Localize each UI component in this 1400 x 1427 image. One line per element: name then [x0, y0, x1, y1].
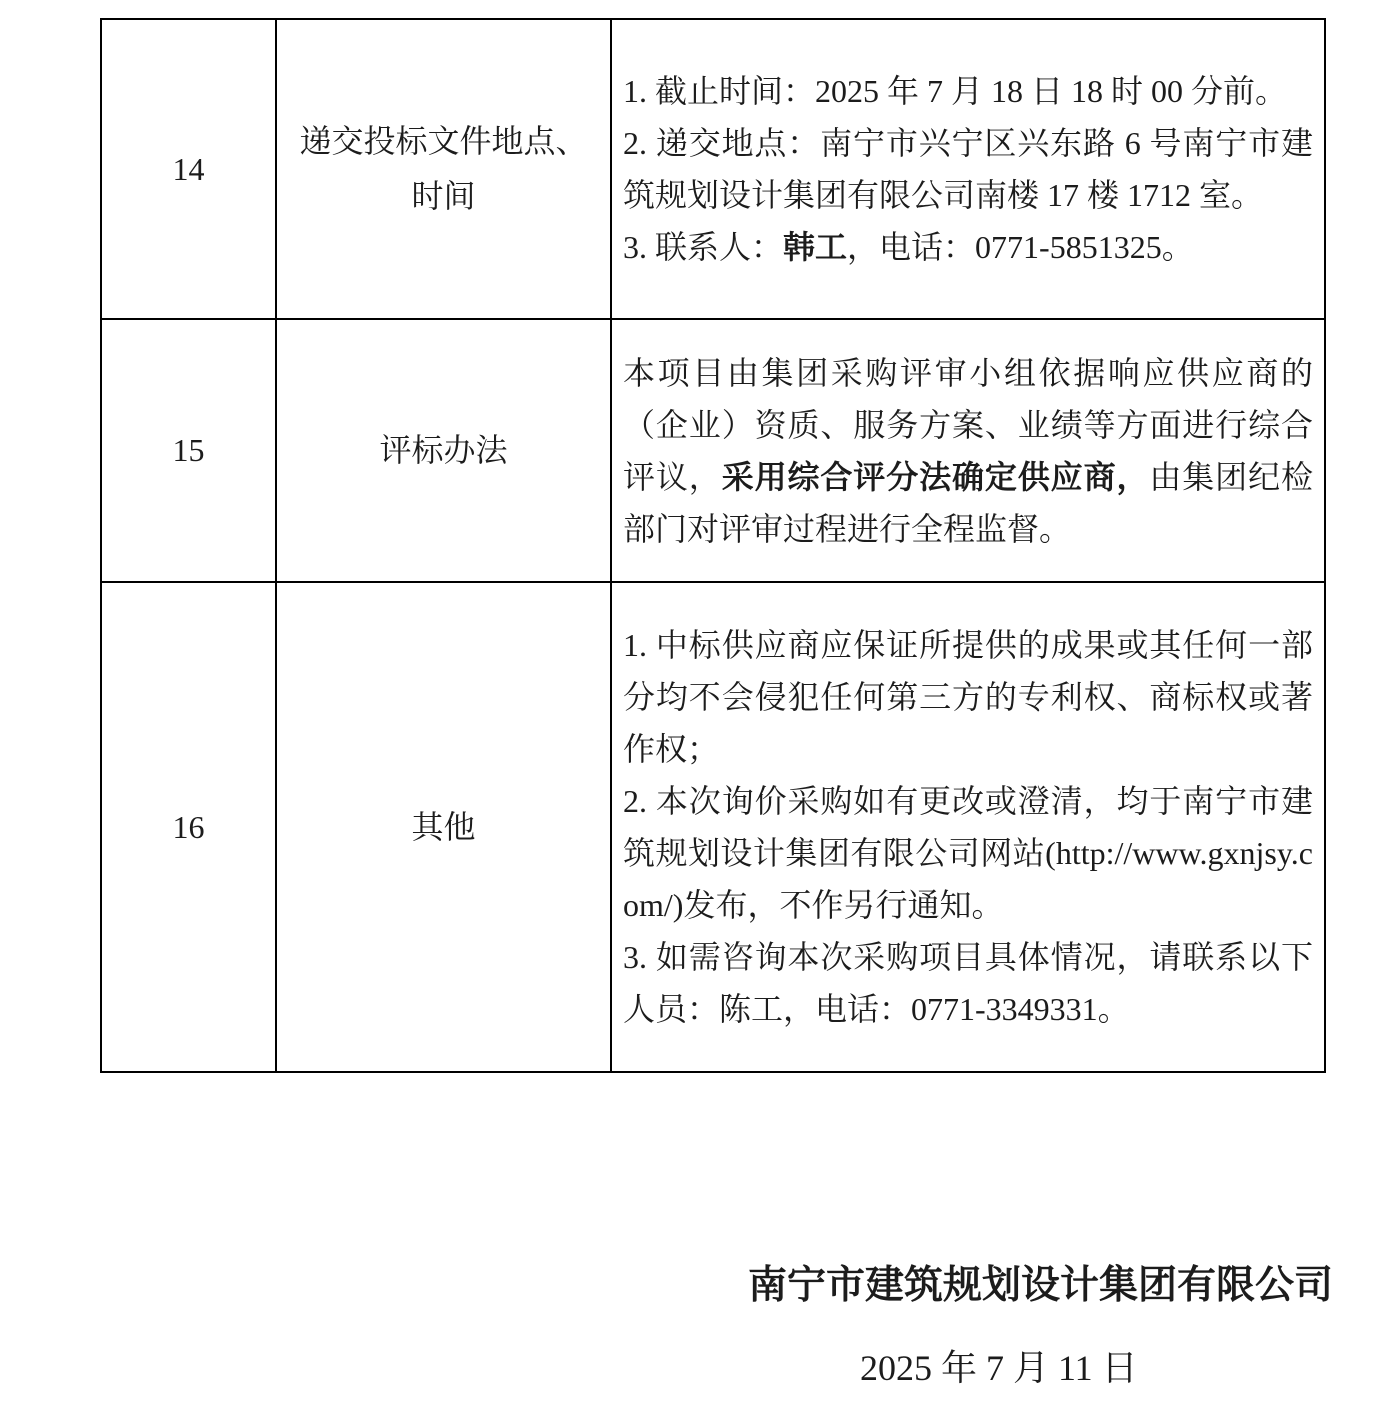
tender-info-table — [100, 18, 1326, 1073]
paragraph — [623, 931, 1313, 1035]
row-number: 14 — [172, 150, 205, 187]
paragraph — [623, 65, 1313, 117]
row-content-cell — [611, 19, 1325, 319]
text-segment: 由集团纪检部门对评审过程进行全程监督。 — [623, 458, 1313, 547]
row-label-cell — [276, 582, 611, 1072]
row-label-line: 其他 — [411, 808, 476, 845]
text-segment: 2. 本次询价采购如有更改或澄清，均于南宁市建筑规划设计集团有限公司网站(http://www.gxnjsy.com/)发布，不作另行通知。 — [623, 783, 1313, 923]
text-segment: 1. 中标供应商应保证所提供的成果或其任何一部分均不会侵犯任何第三方的专利权、商标权或著作权； — [623, 627, 1313, 767]
table-row — [101, 319, 1325, 582]
paragraph — [623, 775, 1313, 931]
row-number: 16 — [172, 808, 205, 845]
text-segment: 3. 如需咨询本次采购项目具体情况，请联系以下人员：陈工，电话：0771-3349331。 — [623, 939, 1313, 1027]
text-segment: 本项目由集团采购评审小组依据响应供应商的（企业）资质、服务方案、业绩等方面进行综合评议， — [623, 354, 1313, 495]
row-label-line: 递交投标文件地点、 — [299, 123, 588, 159]
row-content-cell — [611, 582, 1325, 1072]
text-segment: ，电话：0771-5851325。 — [847, 229, 1194, 265]
row-number-cell — [101, 319, 276, 582]
text-segment: 3. 联系人： — [623, 229, 784, 265]
issue-date: 2025 年 7 月 11 日 — [860, 1348, 1138, 1388]
row-number: 15 — [172, 432, 205, 468]
row-number-cell — [101, 19, 276, 319]
row-label-cell — [276, 319, 611, 582]
table-row — [101, 19, 1325, 319]
row-number-cell — [101, 582, 276, 1072]
paragraph — [623, 347, 1313, 555]
text-segment-bold: 韩工 — [783, 229, 848, 265]
row-label-cell — [276, 19, 611, 319]
row-label-line: 时间 — [411, 178, 476, 214]
row-label-line: 评标办法 — [379, 432, 508, 468]
paragraph — [623, 117, 1313, 221]
row-content-cell — [611, 319, 1325, 582]
paragraph — [623, 221, 1313, 273]
text-segment: 1. 截止时间：2025 年 7 月 18 日 18 时 00 分前。 — [623, 73, 1288, 109]
text-segment-bold: 采用综合评分法确定供应商， — [721, 458, 1150, 495]
issuer-company: 南宁市建筑规划设计集团有限公司 — [748, 1264, 1334, 1307]
paragraph — [623, 619, 1313, 775]
table-row — [101, 582, 1325, 1072]
text-segment: 2. 递交地点：南宁市兴宁区兴东路 6 号南宁市建筑规划设计集团有限公司南楼 17 楼 1712 室。 — [623, 125, 1313, 213]
